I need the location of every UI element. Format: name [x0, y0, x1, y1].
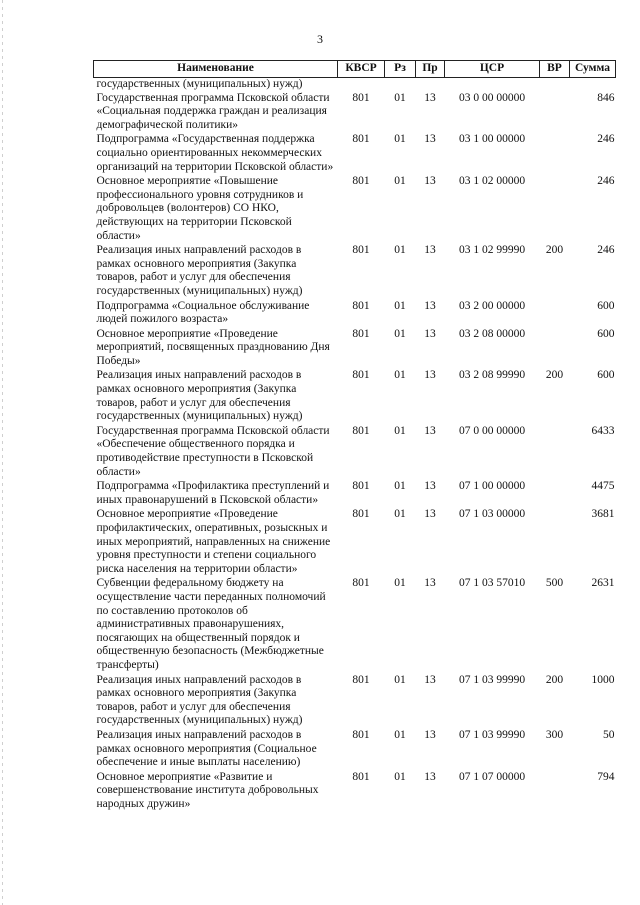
cell-vr [540, 425, 570, 480]
cell-name: Реализация иных направлений расходов в рамках основного мероприятия (Закупка товаров, работ и услуг для обеспечения государственных (муниципальных) нужд) [96, 369, 303, 423]
cell-rz: 01 [394, 673, 406, 686]
cell-vr [540, 480, 570, 508]
cell-kvsr: 801 [352, 508, 370, 521]
cell-kvsr: 801 [352, 577, 370, 590]
page-number: 3 [317, 32, 323, 46]
table-row [94, 328, 616, 370]
cell-sum: 1000 [591, 673, 615, 686]
cell-name: Подпрограмма «Социальное обслуживание людей пожилого возраста» [96, 299, 310, 326]
header-sum: Сумма [570, 61, 616, 78]
cell-vr: 300 [545, 728, 564, 741]
budget-table [93, 60, 616, 812]
cell-rz: 01 [394, 369, 406, 382]
header-rz: Рз [385, 61, 416, 78]
cell-vr [540, 328, 570, 370]
cell-sum: 600 [597, 369, 615, 382]
cell-rz: 01 [394, 770, 406, 783]
cell-name: Основное мероприятие «Повышение профессионального уровня сотрудников и добровольцев (волонтеров) СО НКО, действующих на территории Псковской области» [96, 175, 304, 242]
table-row [94, 425, 616, 480]
cell-rz: 01 [394, 244, 406, 257]
cell-sum: 3681 [591, 508, 615, 521]
cell-sum: 4475 [591, 480, 615, 493]
cell-rz: 01 [394, 91, 406, 104]
scan-edge-artifact [2, 0, 3, 905]
cell-name: Основное мероприятие «Проведение профилактических, оперативных, розыскных и иных мероприятий, направленных на снижение уровня преступности и степени социального риска населения на территории области» [96, 508, 331, 575]
cell-pr: 13 [424, 244, 436, 257]
cell-pr: 13 [424, 673, 436, 686]
continuation-text: государственных (муниципальных) нужд) [96, 78, 303, 90]
cell-name: Реализация иных направлений расходов в рамках основного мероприятия (Социальное обеспечение и иные выплаты населению) [96, 728, 317, 769]
cell-sum: 600 [597, 327, 615, 340]
cell-pr: 13 [424, 480, 436, 493]
cell-sum: 246 [597, 133, 615, 146]
cell-vr: 200 [545, 244, 564, 257]
table-row [94, 729, 616, 771]
cell-kvsr: 801 [352, 299, 370, 312]
cell-kvsr: 801 [352, 770, 370, 783]
table-row [94, 133, 616, 175]
cell-rz: 01 [394, 175, 406, 188]
table-row [94, 369, 616, 424]
cell-kvsr: 801 [352, 91, 370, 104]
cell-kvsr: 801 [352, 673, 370, 686]
cell-kvsr: 801 [352, 480, 370, 493]
cell-csr: 07 1 00 00000 [458, 480, 526, 493]
header-csr: ЦСР [445, 61, 540, 78]
cell-sum: 600 [597, 299, 615, 312]
cell-vr: 200 [545, 369, 564, 382]
cell-csr: 03 1 02 99990 [458, 244, 526, 257]
cell-name: Государственная программа Псковской области «Социальная поддержка граждан и реализация демографической политики» [96, 91, 330, 131]
cell-kvsr: 801 [352, 327, 370, 340]
cell-name: Реализация иных направлений расходов в рамках основного мероприятия (Закупка товаров, работ и услуг для обеспечения государственных (муниципальных) нужд) [96, 673, 303, 727]
table-row [94, 508, 616, 577]
table-row [94, 92, 616, 134]
table-row [94, 771, 616, 813]
cell-vr [540, 92, 570, 134]
cell-pr: 13 [424, 577, 436, 590]
table-row [94, 577, 616, 673]
cell-name: Основное мероприятие «Проведение мероприятий, посвященных празднованию Дня Победы» [96, 327, 330, 367]
table-row [94, 300, 616, 328]
cell-name: Основное мероприятие «Развитие и совершенствование института добровольных народных дружин» [96, 770, 319, 810]
table-header [94, 61, 616, 78]
cell-sum: 846 [597, 91, 615, 104]
cell-pr: 13 [424, 91, 436, 104]
cell-csr: 03 2 08 99990 [458, 369, 526, 382]
cell-pr: 13 [424, 175, 436, 188]
cell-name: Подпрограмма «Профилактика преступлений и иных правонарушений в Псковской области» [96, 480, 330, 506]
cell-name: Государственная программа Псковской области «Обеспечение общественного порядка и противодействие преступности в Псковской области» [96, 424, 330, 478]
cell-name: Субвенции федеральному бюджету на осуществление части переданных полномочий по составлению протоколов об административных правонарушениях, посягающих на общественный порядок и общественную безопасность (Межбюджетные трансферты) [96, 577, 326, 671]
header-vr: ВР [540, 61, 570, 78]
cell-pr: 13 [424, 327, 436, 340]
cell-kvsr: 801 [352, 175, 370, 188]
cell-sum: 50 [603, 728, 615, 741]
cell-vr [540, 175, 570, 244]
header-kvsr: КВСР [338, 61, 385, 78]
cell-pr: 13 [424, 728, 436, 741]
cell-pr: 13 [424, 369, 436, 382]
cell-pr: 13 [424, 424, 436, 437]
cell-csr: 07 1 03 00000 [458, 508, 526, 521]
table-row [94, 480, 616, 508]
cell-kvsr: 801 [352, 728, 370, 741]
cell-rz: 01 [394, 299, 406, 312]
header-pr: Пр [416, 61, 445, 78]
cell-csr: 07 1 03 57010 [458, 577, 526, 590]
cell-rz: 01 [394, 728, 406, 741]
cell-name: Реализация иных направлений расходов в рамках основного мероприятия (Закупка товаров, работ и услуг для обеспечения государственных (муниципальных) нужд) [96, 244, 303, 297]
cell-vr: 200 [545, 673, 564, 686]
cell-rz: 01 [394, 133, 406, 146]
cell-csr: 03 0 00 00000 [458, 91, 526, 104]
cell-vr [540, 133, 570, 175]
continuation-row [94, 78, 616, 92]
cell-name: Подпрограмма «Государственная поддержка социально ориентированных некоммерческих организаций на территории Псковской области» [96, 133, 334, 173]
cell-rz: 01 [394, 508, 406, 521]
cell-kvsr: 801 [352, 244, 370, 257]
cell-csr: 03 2 08 00000 [458, 327, 526, 340]
cell-csr: 07 0 00 00000 [458, 424, 526, 437]
cell-vr [540, 771, 570, 813]
table-row [94, 244, 616, 299]
cell-csr: 07 1 03 99990 [458, 728, 526, 741]
cell-kvsr: 801 [352, 424, 370, 437]
cell-rz: 01 [394, 327, 406, 340]
cell-kvsr: 801 [352, 133, 370, 146]
cell-csr: 07 1 03 99990 [458, 673, 526, 686]
cell-sum: 2631 [591, 577, 615, 590]
cell-pr: 13 [424, 133, 436, 146]
cell-vr [540, 508, 570, 577]
cell-vr: 500 [545, 577, 564, 590]
cell-pr: 13 [424, 770, 436, 783]
cell-sum: 246 [597, 244, 615, 257]
cell-sum: 6433 [591, 424, 615, 437]
cell-pr: 13 [424, 299, 436, 312]
cell-csr: 03 2 00 00000 [458, 299, 526, 312]
cell-sum: 246 [597, 175, 615, 188]
header-name: Наименование [94, 61, 338, 78]
cell-csr: 03 1 00 00000 [458, 133, 526, 146]
cell-sum: 794 [597, 770, 615, 783]
table-body [94, 78, 616, 813]
cell-rz: 01 [394, 577, 406, 590]
cell-kvsr: 801 [352, 369, 370, 382]
cell-vr [540, 300, 570, 328]
cell-pr: 13 [424, 508, 436, 521]
cell-csr: 07 1 07 00000 [458, 770, 526, 783]
cell-csr: 03 1 02 00000 [458, 175, 526, 188]
cell-rz: 01 [394, 424, 406, 437]
table-row [94, 674, 616, 729]
table-row [94, 175, 616, 244]
cell-rz: 01 [394, 480, 406, 493]
